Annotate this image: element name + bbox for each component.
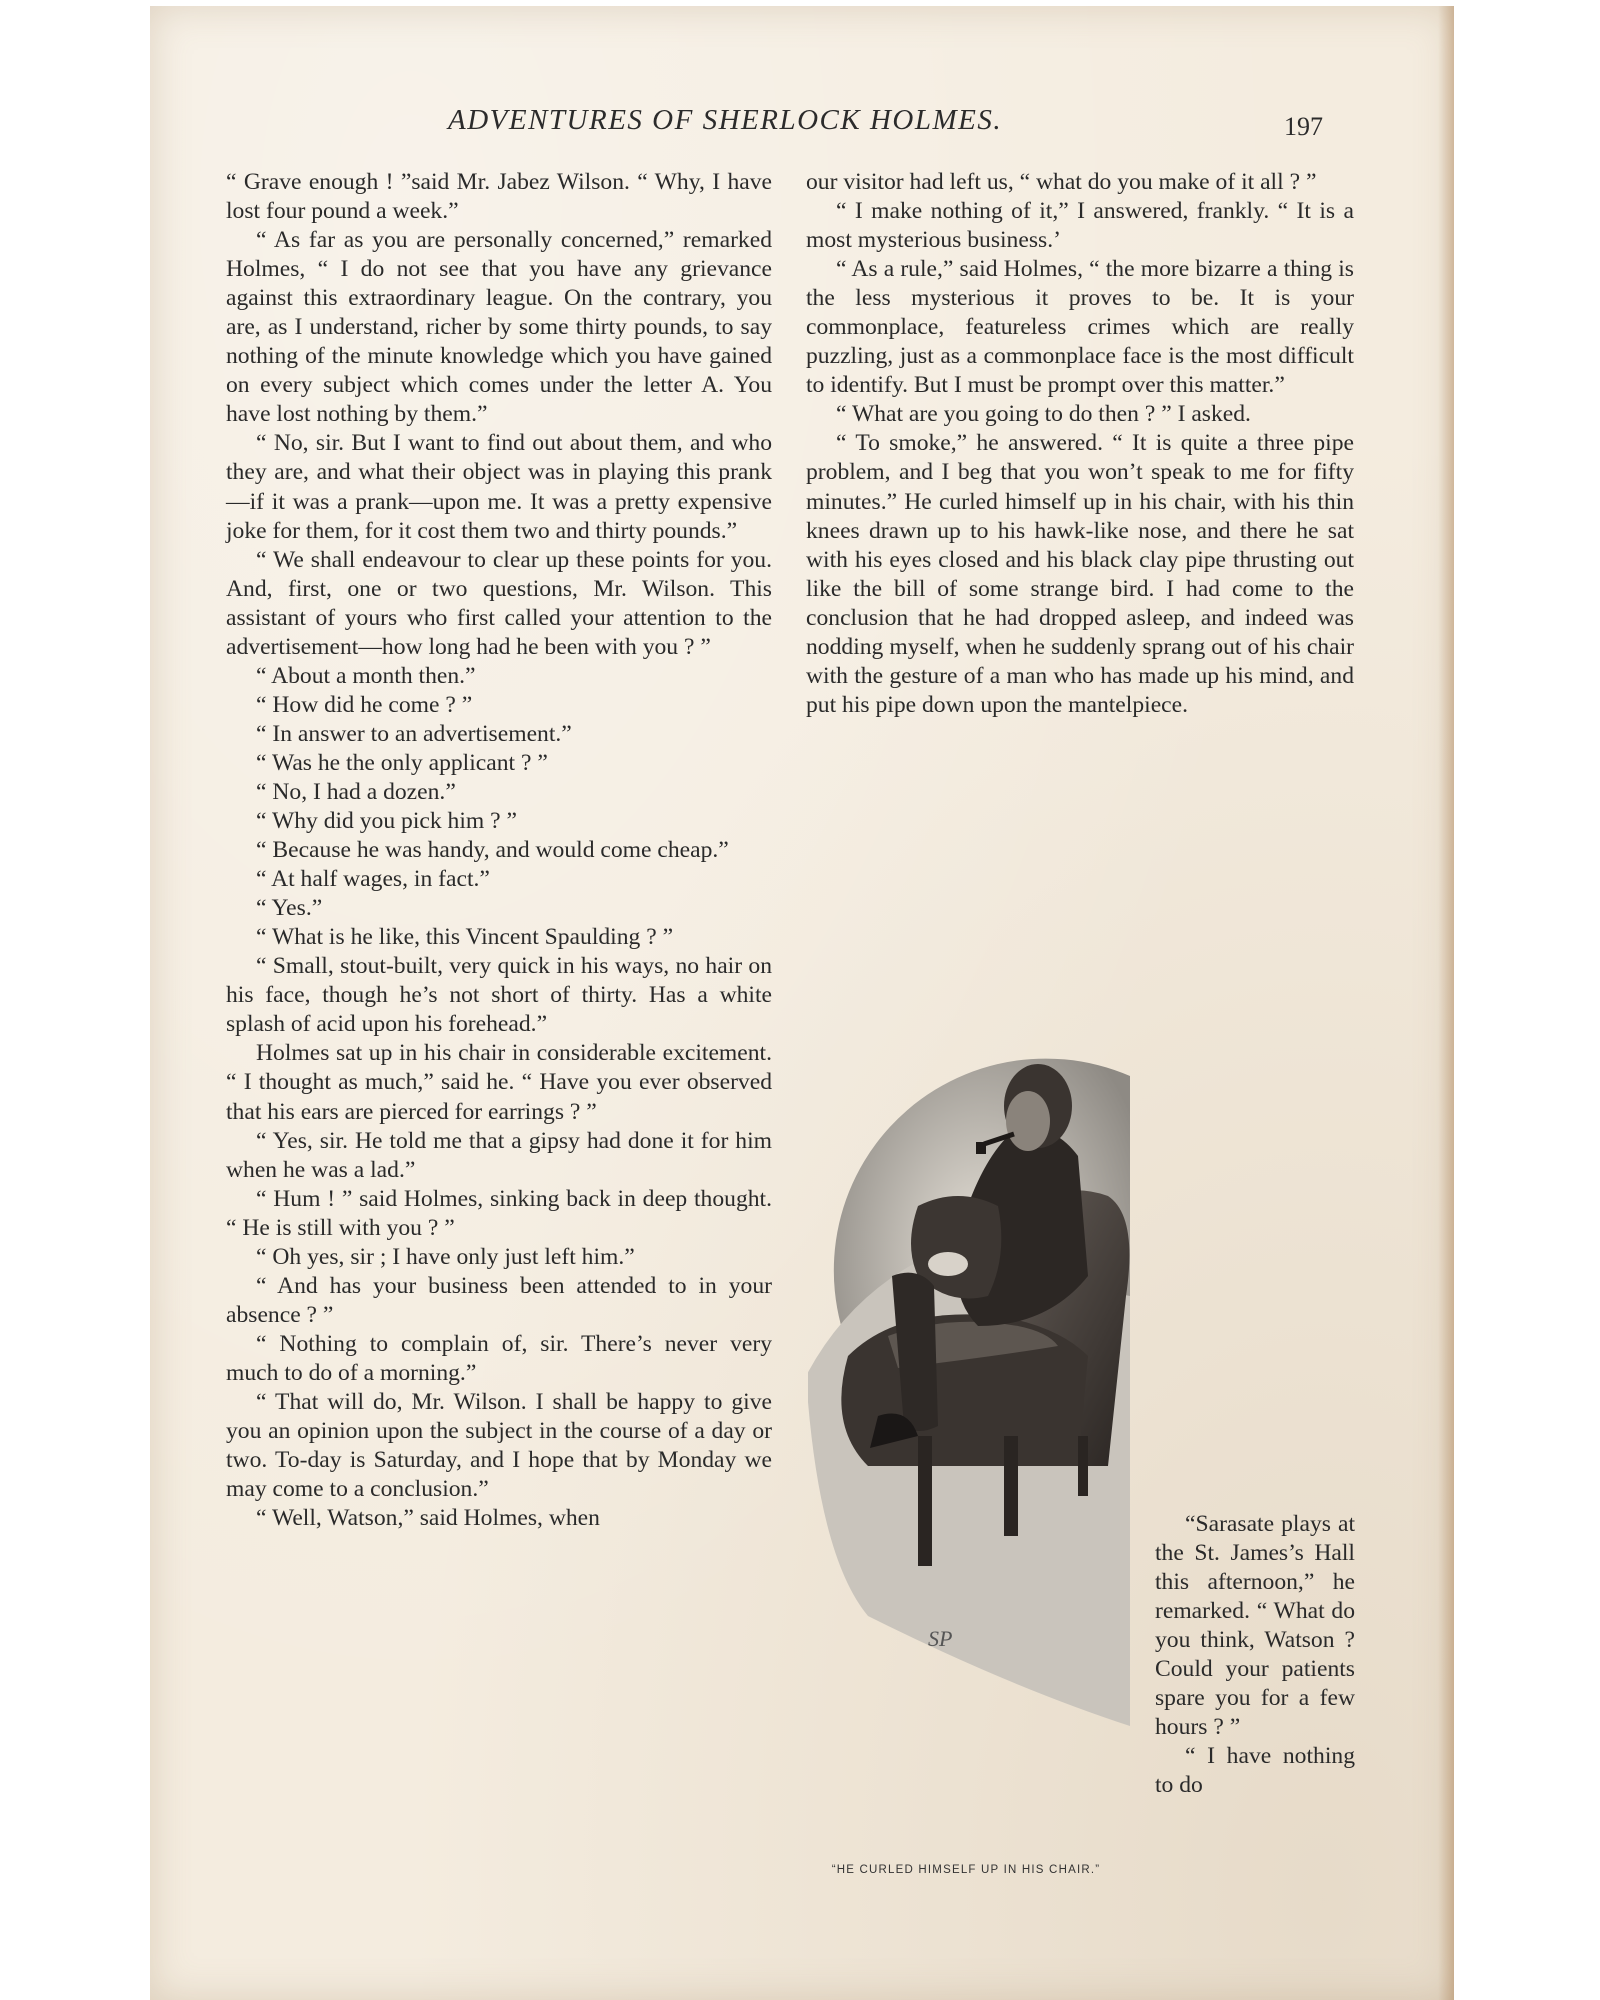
- running-head: ADVENTURES OF SHERLOCK HOLMES.: [448, 104, 1003, 136]
- paragraph: Holmes sat up in his chair in considerable excitement. “ I thought as much,” said he. “ Have you ever observed that his ears are pierced for earrings ? ”: [226, 1040, 772, 1125]
- page-number: 197: [1284, 112, 1323, 141]
- left-column: [226, 168, 772, 1533]
- paragraph: “ Why did you pick him ? ”: [256, 808, 518, 835]
- page-edge-shadow: [1438, 6, 1454, 2000]
- paragraph: “ What is he like, this Vincent Spaulding ? ”: [256, 924, 674, 951]
- paragraph: “ As a rule,” said Holmes, “ the more bizarre a thing is the less mysterious it proves to be. It is your commonplace, featureless crimes which are really puzzling, just as a commonplace face is the most difficult to identify. But I must be prompt over this matter.”: [806, 256, 1354, 399]
- paragraph: “ Nothing to complain of, sir. There’s never very much to do of a morning.”: [226, 1330, 772, 1386]
- paragraph: “ No, sir. But I want to find out about them, and who they are, and what their object was in playing this prank—if it was a prank—upon me. It was a pretty expensive joke for them, for it cost them two and thirty pounds.”: [226, 430, 772, 544]
- holmes-in-chair-image: [808, 996, 1130, 1856]
- paragraph: our visitor had left us, “ what do you make of it all ? ”: [806, 169, 1317, 195]
- paragraph: “ Yes.”: [256, 895, 323, 922]
- paragraph: “ Because he was handy, and would come cheap.”: [256, 837, 729, 864]
- paragraph: “ No, I had a dozen.”: [256, 778, 456, 805]
- paragraph: “ Yes, sir. He told me that a gipsy had done it for him when he was a lad.”: [226, 1127, 772, 1183]
- paragraph: “ I have nothing to do: [1155, 1743, 1355, 1799]
- paragraph: “ As far as you are personally concerned,” remarked Holmes, “ I do not see that you have any grievance against this extraordinary league. On the contrary, you are, as I understand, richer by some thirty pounds, to say nothing of the minute knowledge which you have gained on every subject which comes under the letter A. You have lost nothing by them.”: [226, 227, 772, 428]
- paragraph: “ What are you going to do then ? ” I asked.: [836, 401, 1251, 428]
- illustration-holmes-in-chair: [808, 996, 1130, 1996]
- paragraph: “ To smoke,” he answered. “ It is quite a three pipe problem, and I beg that you won’t speak to me for fifty minutes.” He curled himself up in his chair, with his thin knees drawn up to his hawk-like nose, and there he sat with his eyes closed and his black clay pipe thrusting out like the bill of some strange bird. I had come to the conclusion that he had dropped asleep, and indeed was nodding myself, when he suddenly sprang out of his chair with the gesture of a man who has made up his mind, and put his pipe down upon the mantelpiece.: [806, 430, 1354, 718]
- paragraph: “ At half wages, in fact.”: [256, 866, 490, 893]
- illustration-caption: “HE CURLED HIMSELF UP IN HIS CHAIR.”: [831, 1864, 1101, 1876]
- paragraph: “ Was he the only applicant ? ”: [256, 749, 548, 776]
- right-column-bottom: [1155, 1510, 1355, 1800]
- artist-signature: SP: [928, 1626, 953, 1651]
- paragraph: “ Oh yes, sir ; I have only just left him.”: [256, 1243, 635, 1270]
- paragraph: “ And has your business been attended to in your absence ? ”: [226, 1272, 772, 1328]
- paragraph: “ We shall endeavour to clear up these points for you. And, first, one or two questions, Mr. Wilson. This assistant of yours who first called your attention to the advertisement—how long had he been with you ? ”: [226, 546, 772, 660]
- paragraph: “ Hum ! ” said Holmes, sinking back in deep thought. “ He is still with you ? ”: [226, 1185, 772, 1241]
- paragraph: “ That will do, Mr. Wilson. I shall be happy to give you an opinion upon the subject in the course of a day or two. To-day is Saturday, and I hope that by Monday we may come to a conclusion.”: [226, 1388, 772, 1503]
- paragraph: “Sarasate plays at the St. James’s Hall this afternoon,” he remarked. “ What do you think, Watson ? Could your patients spare you for a few hours ? ”: [1155, 1511, 1355, 1741]
- paragraph: “ Small, stout-built, very quick in his ways, no hair on his face, though he’s not short of thirty. Has a white splash of acid upon his forehead.”: [226, 953, 772, 1038]
- paragraph: “ I make nothing of it,” I answered, frankly. “ It is a most mysterious business.’: [806, 198, 1354, 254]
- right-column-top: [806, 168, 1354, 720]
- paragraph: “ Well, Watson,” said Holmes, when: [256, 1505, 600, 1532]
- paragraph: “ Grave enough ! ”said Mr. Jabez Wilson. “ Why, I have lost four pound a week.”: [226, 169, 772, 225]
- paragraph: “ About a month then.”: [256, 662, 476, 689]
- paragraph: “ In answer to an advertisement.”: [256, 720, 572, 747]
- paragraph: “ How did he come ? ”: [256, 691, 473, 718]
